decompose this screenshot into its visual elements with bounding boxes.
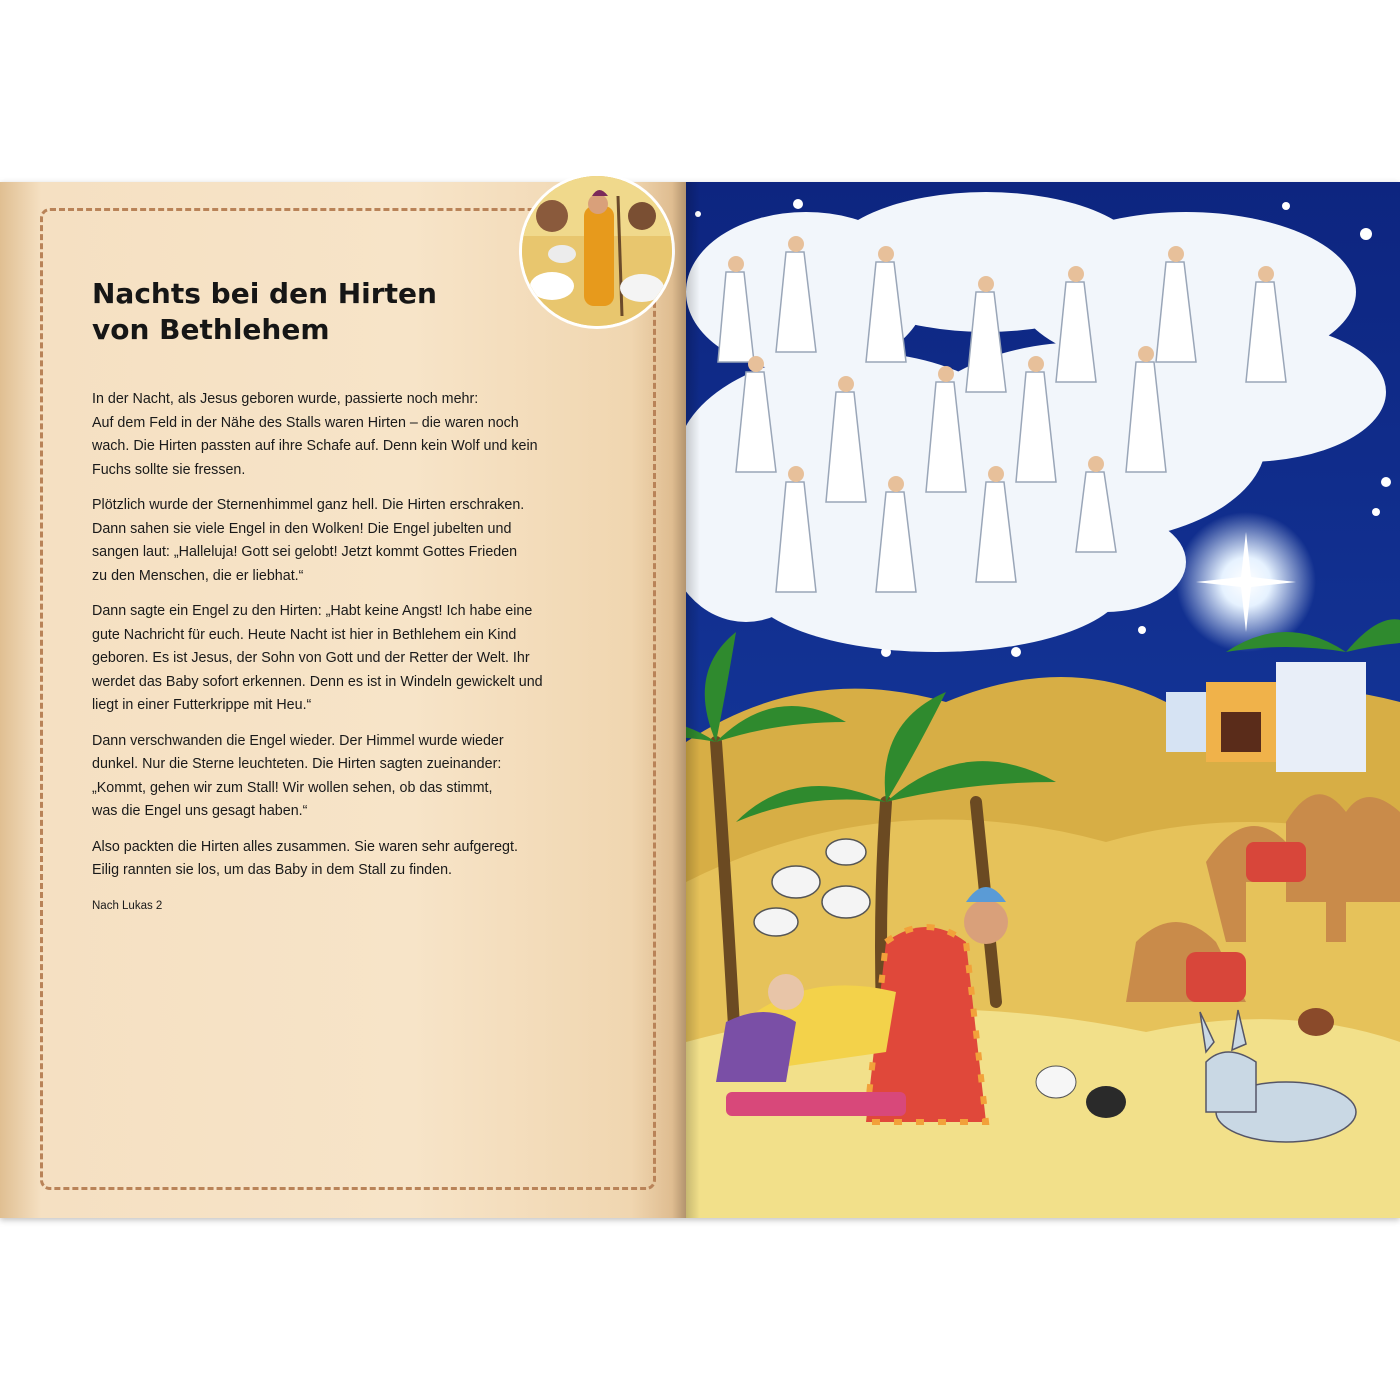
text-line: Also packten die Hirten alles zusammen. Sie waren sehr aufgeregt. [92,838,518,855]
text-line: Auf dem Feld in der Nähe des Stalls waren Hirten – die waren noch [92,414,519,431]
paragraph [92,836,622,883]
text-line: was die Engel uns gesagt haben.“ [92,803,308,819]
title-line: Nachts bei den Hirten [92,277,437,310]
text-line: Dann sahen sie viele Engel in den Wolken! Die Engel jubelten und [92,520,512,537]
scripture-reference: Nach Lukas 2 [92,900,163,912]
text-line: sangen laut: „Halleluja! Gott sei gelobt! Jetzt kommt Gottes Frieden [92,544,518,560]
text-line: liegt in einer Futterkrippe mit Heu.“ [92,697,312,713]
text-page [0,182,686,1218]
paragraph [92,600,622,718]
text-line: wach. Die Hirten passten auf ihre Schafe auf. Denn kein Wolf und kein [92,438,538,454]
story-text [92,388,622,895]
text-line: geboren. Es ist Jesus, der Sohn von Gott und der Retter der Welt. Ihr [92,650,530,666]
text-line: Dann sagte ein Engel zu den Hirten: „Habt keine Angst! Ich habe eine [92,603,533,619]
text-line: Fuchs sollte sie fressen. [92,461,246,478]
text-line: gute Nachricht für euch. Heute Nacht ist hier in Bethlehem ein Kind [92,626,517,643]
text-line: dunkel. Nur die Sterne leuchteten. Die Hirten sagten zueinander: [92,756,502,772]
paragraph [92,494,622,588]
nativity-illustration [686,182,1400,1218]
text-line: „Kommt, gehen wir zum Stall! Wir wollen sehen, ob das stimmt, [92,779,493,796]
page-title [92,276,512,348]
book-spread [0,182,1400,1218]
text-line: zu den Menschen, die er liebhat.“ [92,567,304,584]
text-line: werdet das Baby sofort erkennen. Denn es ist in Windeln gewickelt und [92,673,543,690]
text-line: Eilig rannten sie los, um das Baby in dem Stall zu finden. [92,862,452,878]
text-line: Dann verschwanden die Engel wieder. Der Himmel wurde wieder [92,732,504,749]
shepherd-medallion-image [522,176,672,326]
paragraph [92,730,622,824]
text-line: Plötzlich wurde der Sternenhimmel ganz hell. Die Hirten erschraken. [92,497,525,513]
title-line: von Bethlehem [92,313,330,346]
text-line: In der Nacht, als Jesus geboren wurde, passierte noch mehr: [92,391,479,407]
paragraph [92,388,622,482]
illustration-page [686,182,1400,1218]
